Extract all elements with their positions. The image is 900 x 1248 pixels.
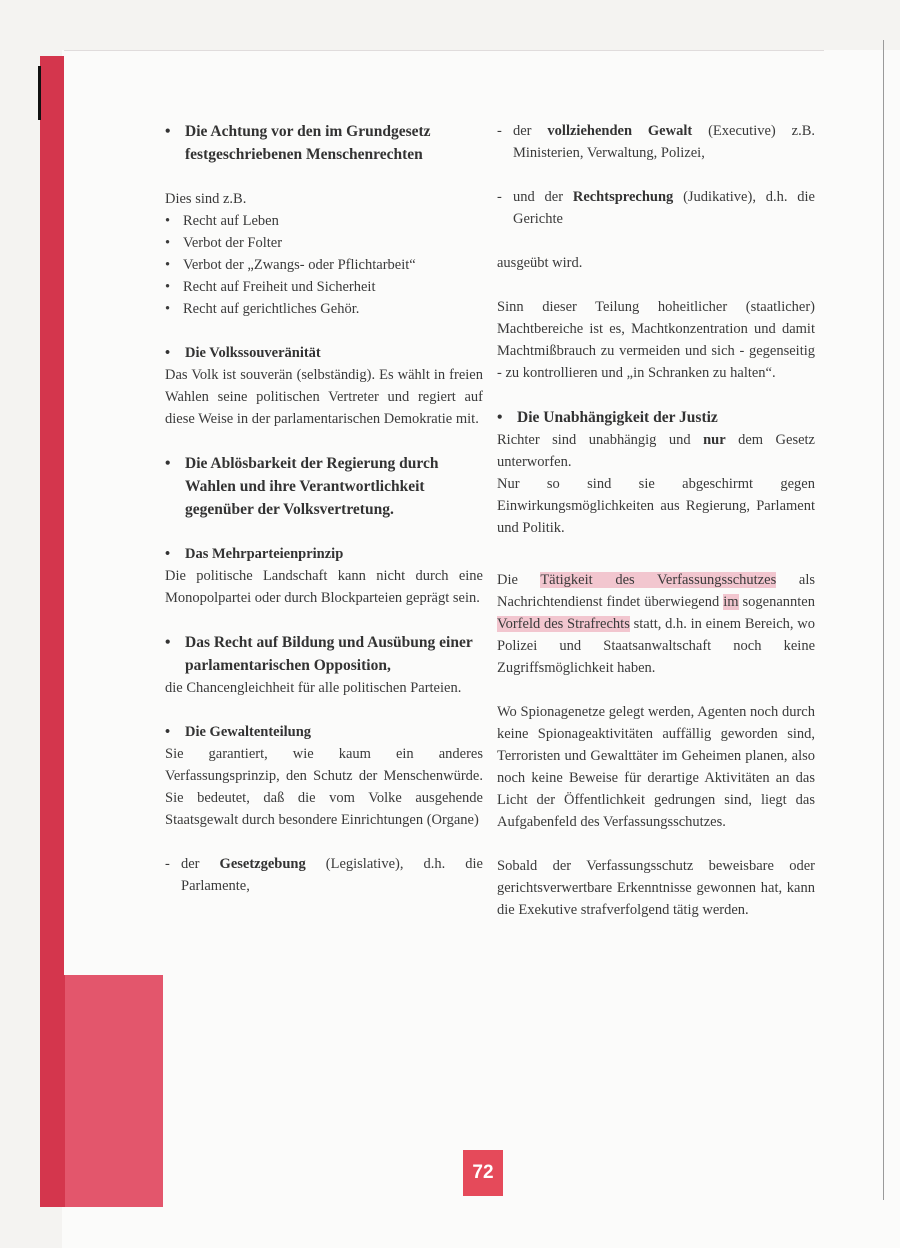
heading-line: Die Achtung vor den im Grundgesetz bbox=[185, 123, 431, 140]
section-heading-abloesbarkeit: • Die Ablösbarkeit der Regierung durch Wahlen und ihre Verantwortlichkeit gegenüber der Volksvertretung. bbox=[165, 452, 483, 521]
ausgeuebt-text: ausgeübt wird. bbox=[497, 255, 583, 271]
dash-icon: - bbox=[165, 856, 170, 872]
bullet-icon: • bbox=[165, 455, 171, 472]
bullet-icon: • bbox=[165, 634, 171, 651]
dash-item-executive: - der vollziehenden Gewalt (Executive) z.B. Ministerien, Verwaltung, Polizei, bbox=[497, 120, 815, 164]
section-text: Sie garantiert, wie kaum ein anderes Verfassungsprinzip, den Schutz der Menschenwürde. Sie bedeutet, daß die vom Volke ausgehende Staatsgewalt durch besondere Einrichtungen (Organe) bbox=[165, 746, 483, 828]
list-item: • Recht auf Leben bbox=[165, 210, 483, 232]
red-margin-stripe-lower bbox=[40, 975, 65, 1207]
dash-icon: - bbox=[497, 189, 502, 205]
top-rule bbox=[64, 50, 824, 51]
list-item: • Recht auf Freiheit und Sicherheit bbox=[165, 276, 483, 298]
right-column bbox=[497, 120, 815, 921]
bullet-icon: • bbox=[165, 345, 171, 361]
section-heading-menschenrechte bbox=[165, 120, 483, 166]
section-heading-justiz: • Die Unabhängigkeit der Justiz bbox=[497, 406, 815, 429]
section-heading-mehrparteienprinzip: • Das Mehrparteienprinzip bbox=[165, 543, 483, 565]
highlighted-text: im bbox=[723, 594, 739, 610]
section-text: die Chancengleichheit für alle politischen Parteien. bbox=[165, 680, 462, 696]
spionage-paragraph: Wo Spionagenetze gelegt werden, Agenten noch durch keine Spionageaktivitäten auffällig geworden sind, Terroristen und Gewalttäter im Geheimen planen, also noch keine Beweise für derartige Aktivitäten an das Licht der Öffentlichkeit gedrungen sind, liegt das Aufgabenfeld des Verfassungsschutzes. bbox=[497, 704, 815, 830]
section-text: Das Volk ist souverän (selbständig). Es wählt in freien Wahlen seine politischen Vertreter und regiert auf diese Weise in der parlamentarischen Demokratie mit. bbox=[165, 367, 483, 427]
sinn-text: Sinn dieser Teilung hoheitlicher (staatlicher) Machtbereiche ist es, Machtkonzentration und damit Machtmißbrauch zu vermeiden und sich - gegenseitig - zu kontrollieren und „in Schranken zu halten“. bbox=[497, 299, 815, 381]
bullet-icon: • bbox=[165, 301, 171, 317]
highlighted-text: Tätigkeit des Verfassungsschutzes bbox=[540, 572, 777, 588]
bullet-icon: • bbox=[165, 257, 171, 273]
bullet-icon: • bbox=[165, 213, 171, 229]
section-heading-gewaltenteilung: • Die Gewaltenteilung bbox=[165, 721, 483, 743]
list-item: • Recht auf gerichtliches Gehör. bbox=[165, 298, 483, 320]
section-heading-volkssouveraenitaet: • Die Volkssouveränität bbox=[165, 342, 483, 364]
page-edge bbox=[883, 40, 884, 1200]
dash-item-judikative: - und der Rechtsprechung (Judikative), d.h. die Gerichte bbox=[497, 186, 815, 230]
left-column bbox=[165, 120, 483, 897]
verfassungsschutz-paragraph: Die Tätigkeit des Verfassungsschutzes als Nachrichtendienst findet überwiegend im sogenannten Vorfeld des Strafrechts statt, d.h. in einem Bereich, wo Polizei und Staatsanwaltschaft noch keine Zugriffsmöglichkeit haben. bbox=[497, 572, 815, 676]
red-margin-block bbox=[65, 975, 163, 1207]
dark-margin-mark bbox=[38, 66, 41, 120]
heading-line: festgeschriebenen Menschenrechten bbox=[185, 146, 423, 163]
section-text: Richter sind unabhängig und nur dem Gesetz unterworfen. bbox=[497, 432, 815, 470]
exekutive-paragraph: Sobald der Verfassungsschutz beweisbare oder gerichtsverwertbare Erkenntnisse gewonnen hat, kann die Exekutive strafverfolgend tätig werden. bbox=[497, 858, 815, 918]
bullet-icon: • bbox=[165, 724, 171, 740]
section-heading-opposition: • Das Recht auf Bildung und Ausübung einer parlamentarischen Opposition, bbox=[165, 631, 483, 677]
highlighted-text: Vorfeld des Strafrechts bbox=[497, 616, 630, 632]
rights-list bbox=[165, 210, 483, 320]
section-text: Nur so sind sie abgeschirmt gegen Einwirkungsmöglichkeiten aus Regierung, Parlament und Politik. bbox=[497, 476, 815, 536]
section-text: Die politische Landschaft kann nicht durch eine Monopolpartei oder durch Blockparteien geprägt sein. bbox=[165, 568, 483, 606]
bullet-icon: • bbox=[165, 235, 171, 251]
bullet-icon: • bbox=[165, 279, 171, 295]
red-margin-stripe bbox=[40, 56, 64, 976]
dash-icon: - bbox=[497, 123, 502, 139]
bullet-icon: • bbox=[497, 409, 503, 426]
page-number: 72 bbox=[463, 1150, 503, 1196]
bullet-icon: • bbox=[165, 546, 171, 562]
intro-text: Dies sind z.B. bbox=[165, 191, 247, 207]
list-item: • Verbot der „Zwangs- oder Pflichtarbeit“ bbox=[165, 254, 483, 276]
dash-item-legislative: - der Gesetzgebung (Legislative), d.h. die Parlamente, bbox=[165, 853, 483, 897]
bullet-icon: • bbox=[165, 123, 171, 140]
list-item: • Verbot der Folter bbox=[165, 232, 483, 254]
